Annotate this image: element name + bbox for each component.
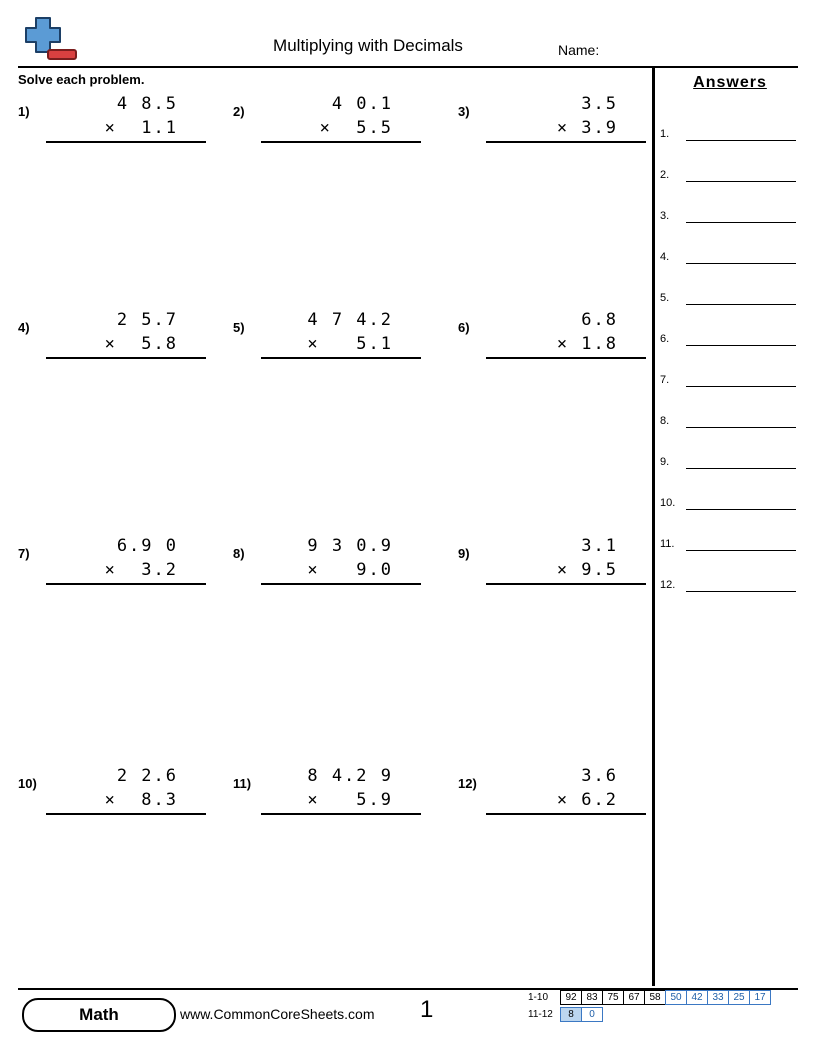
problem-number: 12): [458, 776, 477, 791]
score-cell: 75: [602, 990, 624, 1005]
answer-slot: [660, 206, 798, 228]
problem-number: 5): [233, 320, 245, 335]
answer-number: 1.: [660, 128, 670, 140]
problem-expression: [261, 92, 421, 143]
operand-top: 6.9 0: [116, 536, 178, 556]
operand-bottom: × 3.2: [46, 558, 206, 585]
operand-bottom: × 5.1: [261, 332, 421, 359]
score-cell: 25: [728, 990, 750, 1005]
answer-input-line[interactable]: [686, 140, 796, 141]
operand-bottom: × 1.1: [46, 116, 206, 143]
problem-number: 7): [18, 546, 30, 561]
problem-item: [233, 534, 433, 614]
problem-number: 8): [233, 546, 245, 561]
page-title: Multiplying with Decimals: [273, 36, 463, 55]
subject-badge: Math: [22, 998, 176, 1032]
operand-top: 3.6: [581, 766, 618, 786]
operand-top: 3.1: [581, 536, 618, 556]
operand-top: 3.5: [581, 94, 618, 114]
score-range-label: 1-10: [528, 992, 549, 1003]
answer-number: 11.: [660, 538, 675, 550]
problem-expression: [486, 534, 646, 585]
answer-slot: [660, 124, 798, 146]
operand-top: 4 8.5: [116, 94, 178, 114]
answer-slot: [660, 575, 798, 597]
answer-input-line[interactable]: [686, 181, 796, 182]
problem-expression: [486, 308, 646, 359]
answer-number: 2.: [660, 169, 670, 181]
operand-bottom: × 9.0: [261, 558, 421, 585]
operand-top: 6.8: [581, 310, 618, 330]
operand-top: 9 3 0.9: [307, 536, 393, 556]
page-header: [18, 16, 798, 64]
answers-column-divider: [652, 66, 655, 986]
answer-input-line[interactable]: [686, 509, 796, 510]
problem-item: [458, 308, 658, 388]
operand-bottom: × 5.5: [261, 116, 421, 143]
answers-column: [660, 70, 800, 591]
score-cell: 83: [581, 990, 603, 1005]
instructions-text: Solve each problem.: [18, 72, 145, 87]
answer-input-line[interactable]: [686, 468, 796, 469]
answer-input-line[interactable]: [686, 304, 796, 305]
problem-item: [458, 534, 658, 614]
answer-number: 4.: [660, 251, 670, 263]
problem-item: [18, 534, 218, 614]
math-plus-minus-logo-icon: [18, 16, 88, 64]
answer-input-line[interactable]: [686, 386, 796, 387]
answer-number: 5.: [660, 292, 670, 304]
problem-item: [233, 308, 433, 388]
answer-number: 10.: [660, 497, 676, 509]
answer-slot: [660, 452, 798, 474]
answer-slot: [660, 370, 798, 392]
problem-item: [458, 92, 658, 172]
name-input-line[interactable]: [610, 60, 810, 61]
problem-number: 6): [458, 320, 470, 335]
operand-bottom: × 9.5: [486, 558, 646, 585]
score-cell: 92: [560, 990, 582, 1005]
answer-number: 7.: [660, 374, 670, 386]
answer-input-line[interactable]: [686, 263, 796, 264]
operand-top: 4 7 4.2: [307, 310, 393, 330]
score-cell: 0: [581, 1007, 603, 1022]
name-label: Name:: [558, 42, 600, 58]
answer-slot: [660, 329, 798, 351]
problems-grid: [18, 92, 648, 972]
answer-number: 12.: [660, 579, 676, 591]
problem-item: [233, 764, 433, 844]
answer-slot: [660, 288, 798, 310]
operand-bottom: × 1.8: [486, 332, 646, 359]
answer-input-line[interactable]: [686, 345, 796, 346]
problem-item: [18, 92, 218, 172]
operand-top: 2 2.6: [116, 766, 178, 786]
problem-item: [233, 92, 433, 172]
answer-number: 3.: [660, 210, 670, 222]
operand-bottom: × 6.2: [486, 788, 646, 815]
problem-expression: [261, 534, 421, 585]
operand-top: 4 0.1: [331, 94, 393, 114]
problem-number: 3): [458, 104, 470, 119]
answer-slot: [660, 534, 798, 556]
problem-item: [458, 764, 658, 844]
problem-expression: [486, 764, 646, 815]
problem-number: 11): [233, 776, 252, 791]
score-table: [528, 990, 771, 1022]
score-cell: 58: [644, 990, 666, 1005]
problem-number: 4): [18, 320, 30, 335]
problem-expression: [486, 92, 646, 143]
problem-item: [18, 764, 218, 844]
operand-bottom: × 5.9: [261, 788, 421, 815]
header-divider: [18, 66, 798, 68]
answer-input-line[interactable]: [686, 222, 796, 223]
problem-expression: [261, 308, 421, 359]
score-cell: 33: [707, 990, 729, 1005]
answer-slot: [660, 411, 798, 433]
score-cell: 17: [749, 990, 771, 1005]
problem-number: 2): [233, 104, 245, 119]
problem-expression: [261, 764, 421, 815]
score-cell: 8: [560, 1007, 582, 1022]
score-cell: 67: [623, 990, 645, 1005]
problem-expression: [46, 308, 206, 359]
operand-top: 8 4.2 9: [307, 766, 393, 786]
problem-expression: [46, 92, 206, 143]
answer-input-line[interactable]: [686, 591, 796, 592]
problem-expression: [46, 764, 206, 815]
answer-slot: [660, 247, 798, 269]
answer-slot: [660, 493, 798, 515]
answer-number: 8.: [660, 415, 670, 427]
score-range-label: 11-12: [528, 1009, 553, 1020]
operand-bottom: × 3.9: [486, 116, 646, 143]
answer-input-line[interactable]: [686, 550, 796, 551]
answer-input-line[interactable]: [686, 427, 796, 428]
answer-slot: [660, 165, 798, 187]
page-number: 1: [420, 996, 434, 1023]
score-cell: 42: [686, 990, 708, 1005]
answer-number: 9.: [660, 456, 670, 468]
problem-expression: [46, 534, 206, 585]
problem-number: 9): [458, 546, 470, 561]
answers-title: Answers: [693, 74, 767, 91]
problem-item: [18, 308, 218, 388]
score-cell: 50: [665, 990, 687, 1005]
problem-number: 10): [18, 776, 37, 791]
score-row: [528, 1007, 771, 1022]
operand-top: 2 5.7: [116, 310, 178, 330]
answer-number: 6.: [660, 333, 670, 345]
operand-bottom: × 5.8: [46, 332, 206, 359]
problem-number: 1): [18, 104, 30, 119]
operand-bottom: × 8.3: [46, 788, 206, 815]
score-row: [528, 990, 771, 1005]
site-url[interactable]: www.CommonCoreSheets.com: [180, 1006, 375, 1022]
